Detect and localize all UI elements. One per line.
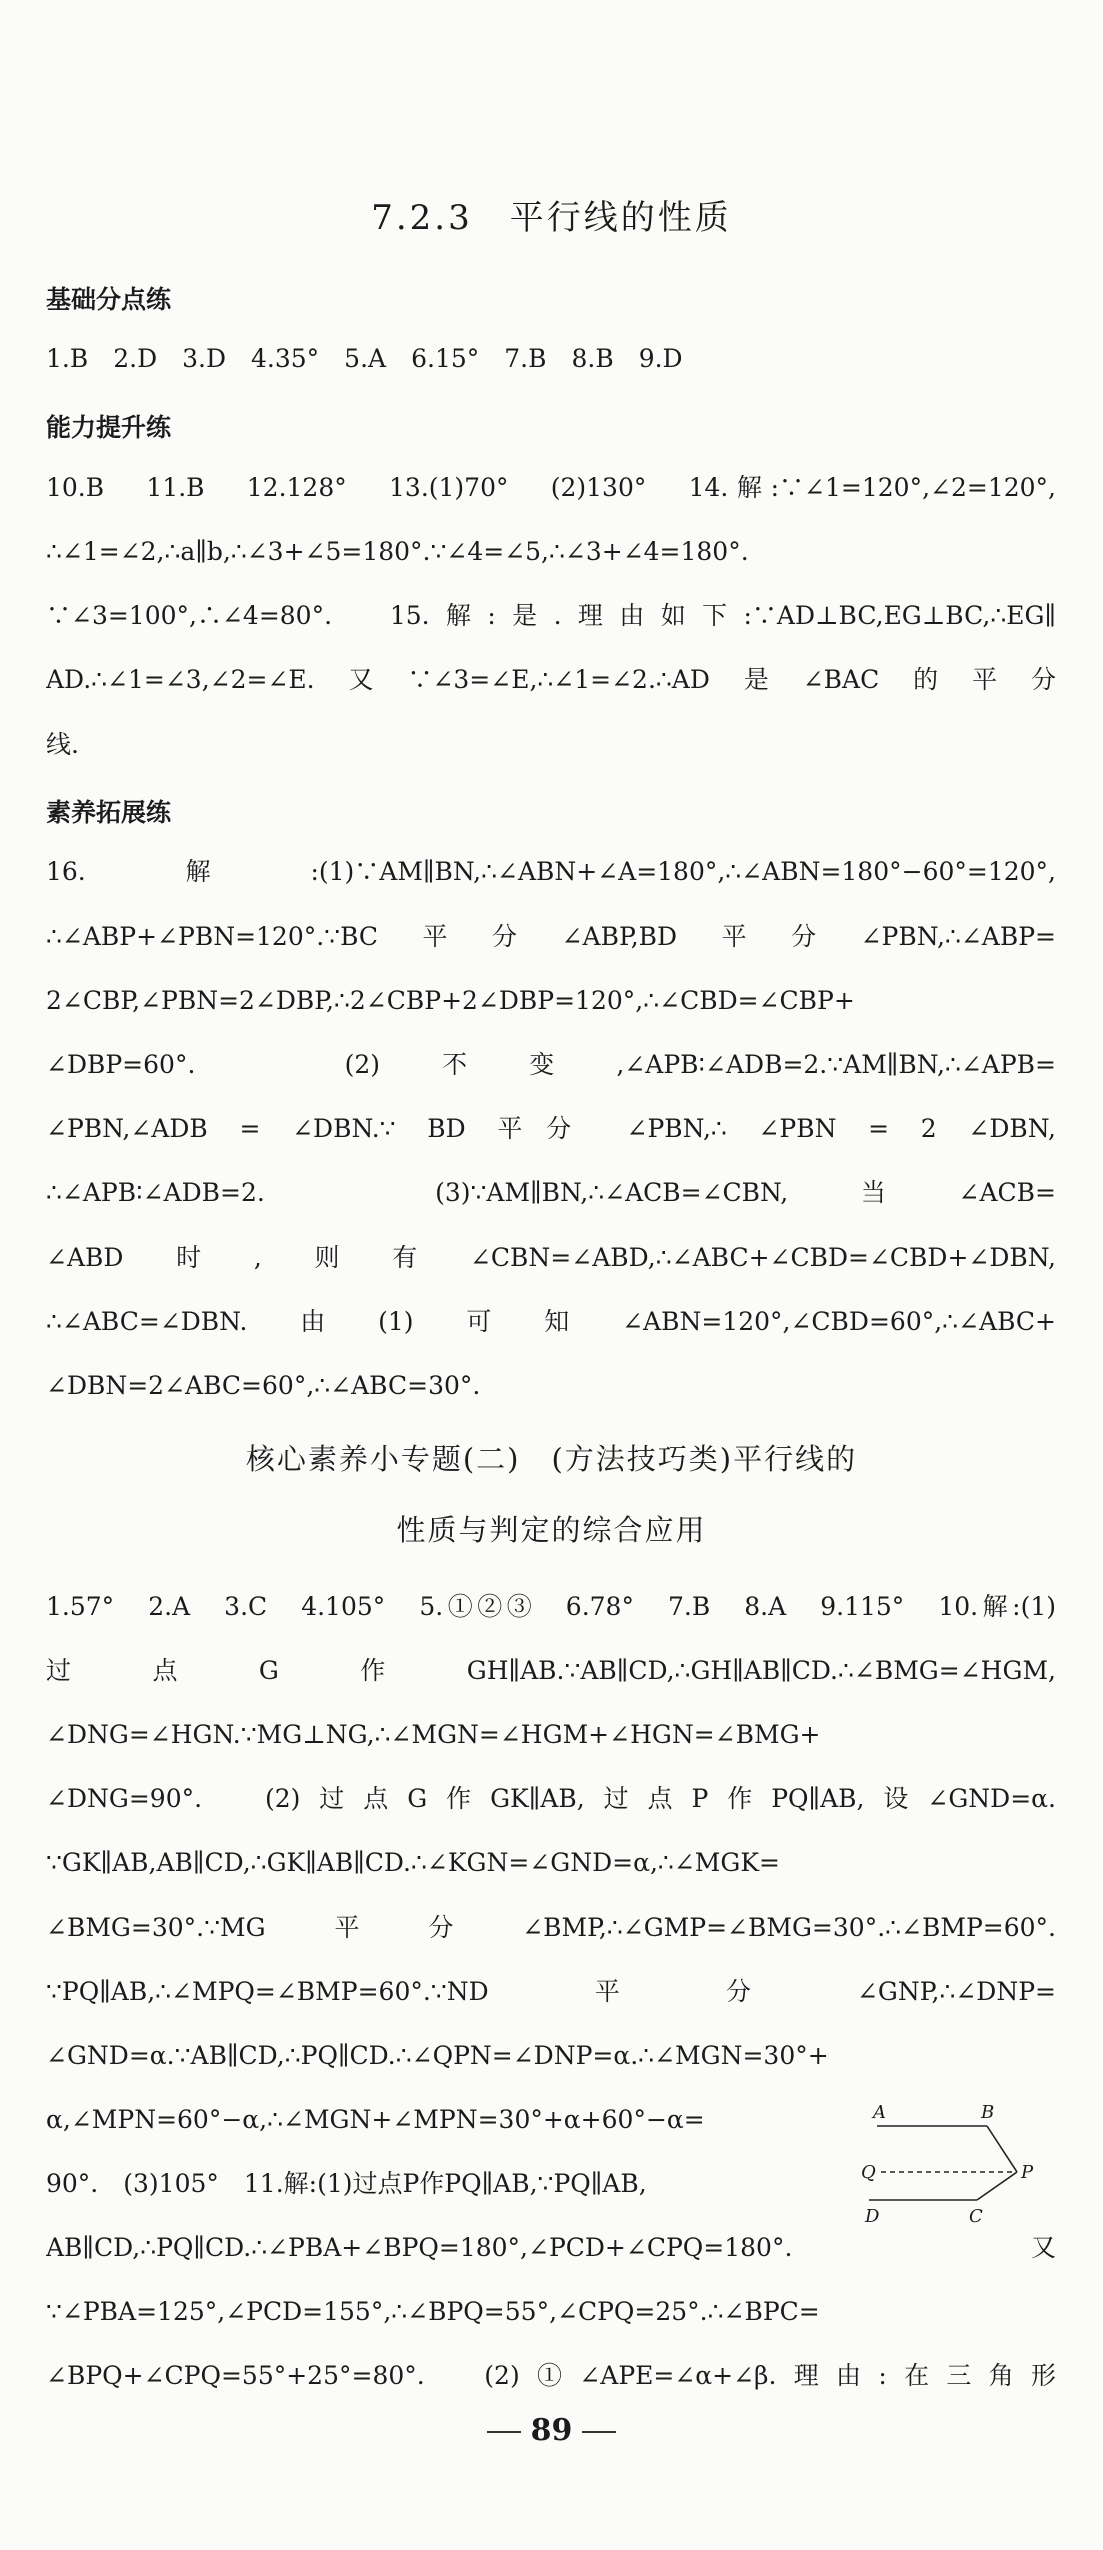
topic-line-4: ∠DNG=90°. (2)过点G作GK∥AB,过点P作PQ∥AB,设∠GND=α. [46, 1784, 1056, 1813]
ability-line-3: ∵∠3=100°,∴∠4=80°. 15.解:是.理由如下:∵AD⊥BC,EG⊥BC,∴EG∥ [46, 601, 1056, 630]
literacy-line-2: ∴∠ABP+∠PBN=120°.∵BC平分∠ABP,BD平分∠PBN,∴∠ABP= [46, 922, 1056, 951]
topic-line-11: AB∥CD,∴PQ∥CD.∴∠PBA+∠BPQ=180°,∠PCD+∠CPQ=180°.又 [46, 2233, 1056, 2262]
ability-line-4: AD.∴∠1=∠3,∠2=∠E.又∵∠3=∠E,∴∠1=∠2.∴AD是∠BAC的平分 [46, 665, 1056, 694]
topic-line-6: ∠BMG=30°.∵MG平分∠BMP,∴∠GMP=∠BMG=30°.∴∠BMP=60°. [46, 1913, 1056, 1942]
literacy-line-3: 2∠CBP,∠PBN=2∠DBP,∴2∠CBP+2∠DBP=120°,∴∠CBD=∠CBP+ [46, 986, 855, 1015]
segment-bp [987, 2126, 1017, 2172]
topic-title-line-2: 性质与判定的综合应用 [396, 1513, 707, 1547]
basic-answers: 1.B 2.D 3.D 4.35° 5.A 6.15° 7.B 8.B 9.D [46, 344, 683, 373]
ability-heading: 能力提升练 [46, 413, 172, 442]
topic-line-10: 90°. (3)105° 11.解:(1)过点P作PQ∥AB,∵PQ∥AB, [46, 2169, 647, 2198]
ability-line-1: 10.B 11.B 12.128° 13.(1)70° (2)130° 14.解:∵∠1=120°,∠2=120°, [46, 473, 1056, 502]
topic-title-line-1: 核心素养小专题(二) (方法技巧类)平行线的 [245, 1442, 858, 1476]
label-p: P [1021, 2162, 1034, 2183]
literacy-line-1: 16.解:(1)∵AM∥BN,∴∠ABN+∠A=180°,∴∠ABN=180°−60°=120°, [46, 857, 1056, 886]
ability-line-2: ∴∠1=∠2,∴a∥b,∴∠3+∠5=180°.∵∠4=∠5,∴∠3+∠4=180°. [46, 537, 749, 566]
literacy-line-4: ∠DBP=60°. (2)不变,∠APB∶∠ADB=2.∵AM∥BN,∴∠APB= [46, 1050, 1056, 1079]
topic-line-7: ∵PQ∥AB,∴∠MPQ=∠BMP=60°.∵ND平分∠GNP,∴∠DNP= [46, 1977, 1056, 2006]
page-number-dash-left [487, 2431, 521, 2433]
label-a: A [873, 2102, 886, 2123]
topic-line-12: ∵∠PBA=125°,∠PCD=155°,∴∠BPQ=55°,∠CPQ=25°.∴∠BPC= [46, 2297, 820, 2326]
topic-line-5: ∵GK∥AB,AB∥CD,∴GK∥AB∥CD.∴∠KGN=∠GND=α,∴∠MGK= [46, 1848, 780, 1877]
ability-line-5: 线. [46, 730, 79, 759]
literacy-line-7: ∠ABD时,则有∠CBN=∠ABD,∴∠ABC+∠CBD=∠CBD+∠DBN, [46, 1243, 1056, 1272]
label-q: Q [861, 2162, 876, 2183]
literacy-line-6: ∴∠APB∶∠ADB=2. (3)∵AM∥BN,∴∠ACB=∠CBN,当∠ACB= [46, 1178, 1056, 1207]
section-title: 7.2.3 平行线的性质 [371, 198, 732, 238]
label-c: C [969, 2206, 983, 2227]
literacy-line-5: ∠PBN,∠ADB = ∠DBN.∵ BD 平分 ∠PBN,∴ ∠PBN = 2 ∠DBN, [46, 1114, 1056, 1143]
literacy-line-9: ∠DBN=2∠ABC=60°,∴∠ABC=30°. [46, 1371, 481, 1400]
literacy-line-8: ∴∠ABC=∠DBN.由(1)可知∠ABN=120°,∠CBD=60°,∴∠ABC+ [46, 1307, 1056, 1336]
literacy-heading: 素养拓展练 [46, 798, 172, 827]
page-number [0, 2413, 1103, 2448]
page-number-dash-right [582, 2431, 616, 2433]
label-d: D [865, 2206, 880, 2227]
topic-line-1: 1.57° 2.A 3.C 4.105° 5.①②③ 6.78° 7.B 8.A 9.115° 10.解:(1) [46, 1592, 1056, 1621]
segment-pc [977, 2172, 1017, 2200]
label-b: B [981, 2102, 995, 2123]
parallel-lines-figure [855, 2100, 1045, 2230]
page-number-text: 89 [530, 2413, 573, 2448]
topic-line-9: α,∠MPN=60°−α,∴∠MGN+∠MPN=30°+α+60°−α= [46, 2105, 705, 2134]
basic-heading: 基础分点练 [46, 285, 172, 314]
topic-line-8: ∠GND=α.∵AB∥CD,∴PQ∥CD.∴∠QPN=∠DNP=α.∴∠MGN=30°+ [46, 2041, 829, 2070]
topic-line-3: ∠DNG=∠HGN.∵MG⊥NG,∴∠MGN=∠HGM+∠HGN=∠BMG+ [46, 1720, 821, 1749]
topic-line-13: ∠BPQ+∠CPQ=55°+25°=80°. (2)①∠APE=∠α+∠β.理由:在三角形 [46, 2361, 1056, 2390]
topic-line-2: 过点G作GH∥AB.∵AB∥CD,∴GH∥AB∥CD.∴∠BMG=∠HGM, [46, 1656, 1056, 1685]
